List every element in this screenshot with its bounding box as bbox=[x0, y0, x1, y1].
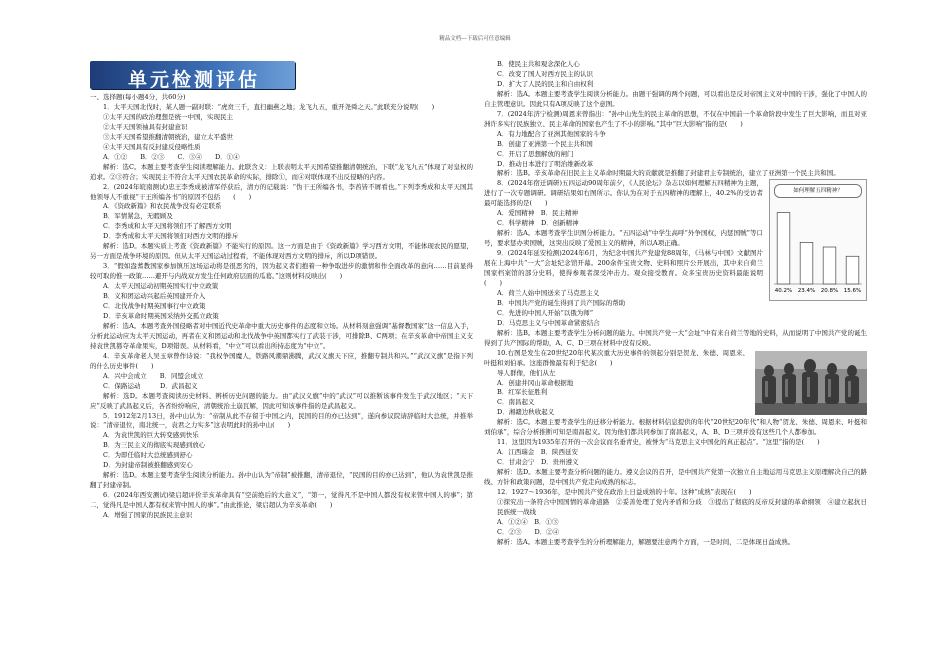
left-column-line: D．李秀成和太平天国将领们对西方文明的排斥 bbox=[103, 232, 239, 241]
right-column-bottom-line: A．①②④ B．①③ bbox=[497, 517, 559, 526]
right-column-mid-line: 解析：选B。本题主要考查学生分析问题的能力。中国共产党一大“会址”中有来自荷兰等地的史料，从而说明了中国共产党的诞生得到了共产国际的帮助，A、C、D三项在材料中没有反映。 bbox=[484, 328, 867, 347]
left-column-line: B．义和团运动兴起后英国建开介入 bbox=[103, 292, 206, 301]
left-column-line: 5．1912年2月13日，孙中山认为：“帝制从此不存留于中国之内，民国的目的亦已达到”，遂向参议院请辞临时大总统，并推举说：“清帝退位，南北统一，袁君之力实多”这表明此时的孙中山( ) bbox=[90, 411, 473, 430]
q10-option-a: A．创建井冈山革命根据地 bbox=[497, 378, 574, 387]
left-column-line: A．太平天国运动初期英国实行中立政策 bbox=[103, 282, 219, 291]
left-column-line: ③太平天国希望推翻清朝统治，建立太平盛世 bbox=[103, 132, 233, 141]
left-column-line: 3．“假如盎蓍教国家参加镇压这场运动将是很恶劣的，因为起义者们抱着一种争取进步的激情和作全面改革的意向……目前显得较可取的惟一政策……避开与内战双方发生任何政府层面的瓜葛。”这则材料反映出( ) bbox=[90, 262, 473, 281]
right-column-mid-line: 9．(2024年延安检测)2024年6月，为纪念中国共产党建党88周年，《马林与中国》文献图片展在上海中共“一大”会址纪念馆开幕。200余件宝贵文物、史料和照片公开展出，其中来自荷兰国家档案馆的部分史料，使得参观者深受冲击力。观众接受教育。众多宝贵历史资料最能说明( ) bbox=[484, 249, 763, 287]
left-column-line: B．军情紧急，无暇顾及 bbox=[103, 212, 173, 221]
right-column-top-line: D．扩大了人民的民主和自由权利 bbox=[497, 79, 594, 88]
left-column-line: A．①② B．②③ C．③④ D．①④ bbox=[103, 152, 240, 161]
right-column-top-line: C．改变了国人对西方民主的认识 bbox=[497, 69, 593, 78]
left-column-line: ①太平天国的政治理想是统一中国，实现民主 bbox=[103, 112, 233, 121]
left-column-line: A．兴中会成立 B．同盟会成立 bbox=[103, 371, 204, 380]
question-10 bbox=[484, 349, 867, 439]
chart-bar bbox=[823, 247, 836, 284]
q10-option-b: B．红军长征胜利 bbox=[497, 388, 548, 397]
right-column-top-line: C．开启了思想解放的闸门 bbox=[497, 149, 574, 158]
left-column-line: 1．太平天国北伐时，某人题一副对联：“虎贲三千，直扫幽燕之地；龙飞九五，重开尧舜之天。”此联充分说明( ) bbox=[103, 102, 435, 111]
right-column-bottom-line: 解析：选A。本题主要考查学生的分析理解能力，解题要注意两个方面，一是时间，二是体现日益成熟。 bbox=[497, 537, 795, 546]
chart-value-label: 20.8% bbox=[820, 288, 839, 295]
chart-value-label: 40.2% bbox=[774, 288, 793, 295]
right-column-mid-line: D．马克思主义与中国革命紧密结合 bbox=[497, 318, 600, 327]
right-column-bottom-line: A．江西瑞金 B．陕西延安 bbox=[497, 448, 578, 457]
left-column-line: 4．辛亥革命老人吴玉章曾作诗说：“我权争国魔人，铁路风潮鼎沸腾，武汉义旗天下应，推翻专制共和兴。”“武汉义旗”是指下列的什么历史事件( ) bbox=[90, 351, 473, 370]
chart-bar bbox=[800, 243, 813, 285]
left-column-line: D．为封建帝制被推翻感到安心 bbox=[103, 461, 193, 470]
left-column-line: 解析：选A。本题考查外国侵略者对中国近代史革命中重大历史事件的态度和立场。从材料刻意强调“基督教国家”这一信息入手，分析此运动应为太平天国运动，再者在义和团运动和北伐战争中英国都实行了武装干涉，可排除B、C两项；在辛亥革命中帝国主义支持袁世凯篡夺革命果实，D项错误。从材料看，“中立”可以看出所持态度为“中立”。 bbox=[90, 321, 473, 350]
left-column-line: 解析：选C。本题主要考查学生阅读理解能力。此联含义：上联表明太平天国希望推翻清朝统治，下联“龙飞九五”体现了对皇权的追求。②③符合；实现民主不符合太平天国农民革命的实际，排除①，而④对联体现不出反侵略的内容。 bbox=[90, 162, 473, 181]
right-column-bottom-line: 11．这里因为1935年召开的一次会议而名垂青史，被誉为“马克思主义中国化的真正起点”。“这里”指的是( ) bbox=[497, 438, 820, 447]
right-column-bottom-line: ①探究出一条符合中国国情的革命道路 ②妥善处理了党内矛盾和分歧 ③提出了彻底的反帝反封建的革命纲领 ④建立起抗日民族统一战线 bbox=[497, 497, 867, 516]
left-column-line: ②太平天国领袖具有封建意识 bbox=[103, 122, 188, 131]
q10-explanation: 解析：选C。本题主要考查学生的迁移分析能力。根据材料信息提供的年代“20世纪20年代”和人物“贺龙、朱德、周恩来、叶挺和刘伯承”，综合分析推断可知是南昌起义。因为他们都共同参加了南昌起义，A、B、D三项并没有这些几个人都参加。 bbox=[484, 418, 867, 437]
left-column-line: A．增强了国家的民族民主意识 bbox=[103, 511, 193, 520]
left-column-line: 一、选择题(每小题4分，共60分) bbox=[90, 93, 186, 101]
right-column-top-line: A．有力地配合了亚洲其他国家的斗争 bbox=[497, 129, 606, 138]
left-column-line: 解析：选D。本题考查阅读历史材料、辨析历史问题的能力。由“武汉义旗”中的“武汉”可以推断该事件发生于武汉地区；“天下应”反映了武昌起义后，各省纷纷响应，清朝统治土崩瓦解，因此可知该事件指的是武昌起义。 bbox=[90, 391, 473, 410]
right-column-top-line: 7．(2024年济宁检测)周恩来曾指出：“孙中山先生的民主革命的思想，不仅在中国前一个革命阶段中发生了巨大影响，而且对亚洲许多实行民族独立、民主革命的国家也产生了不小的影响。”其中“巨大影响”指的是( ) bbox=[484, 109, 867, 128]
survey-chart bbox=[769, 179, 867, 301]
chart-bar bbox=[777, 213, 790, 284]
left-column-line: C．保路运动 D．武昌起义 bbox=[103, 381, 198, 390]
q8-option-2: C．科学精神 D．创新精神 bbox=[497, 219, 579, 228]
statue-photo bbox=[755, 351, 867, 415]
q8-explanation: 解析：选A。本题考查学生识图分析能力。“五四运动”中学生高呼“外争国权，内惩国贼”等口号，要求惩办卖国贼，这突出反映了爱国主义的精神，所以A项正确。 bbox=[484, 229, 763, 248]
right-column-bottom-line: C．②③ D．②④ bbox=[497, 527, 560, 536]
left-column bbox=[90, 93, 473, 521]
header-note: 精品文档---下载后可任意编辑 bbox=[439, 36, 511, 42]
section-banner bbox=[90, 61, 295, 89]
q10-option-d: D．湘赣边秋收起义 bbox=[497, 408, 555, 417]
right-column bbox=[484, 60, 867, 548]
q8-option-1: A．爱国精神 B．民主精神 bbox=[497, 209, 578, 218]
q10-text: 10.右图是发生在20世纪20年代某次重大历史事件的领起分别是贺龙、朱德、周恩来、叶挺和刘伯承。这座群像最有利于纪念( ) bbox=[484, 348, 749, 367]
right-column-top-line: 解析：选B。辛亥革命在旧民主主义革命时期最大的贡献就是推翻了封建君主专制统治，建立了亚洲第一个民主共和国。 bbox=[497, 169, 840, 178]
chart-title: 如何理解五四精神？ bbox=[774, 184, 862, 198]
left-column-line: ④太平天国具有反封建反侵略性质 bbox=[103, 142, 201, 151]
banner-title: 单元检测评估 bbox=[128, 69, 261, 91]
left-column-line: 解析：选D。本题实质上考查《资政新篇》不能实行的原因。这一方面是由于《资政新篇》学习西方文明，不能体现农民的愿望，另一方面是战争环境的原因。但从太平天国运动过程看，不能体现对西方文明的排斥，所以D项错误。 bbox=[90, 242, 473, 261]
right-column-top-line: D．推动日本进行了明治维新改革 bbox=[497, 159, 594, 168]
q8-text: 8．(2024年宿迁调研)五四运动90周年前夕，《人民论坛》杂志以如何理解五四精神为主题，进行了一次专题调研。调研结果如右图所示。你认为在对于五四精神的理解上，40.2%的受访者最可能选择的是( ) bbox=[484, 179, 763, 208]
right-column-bottom bbox=[484, 438, 867, 547]
right-column-top bbox=[484, 60, 867, 179]
left-column-line: C．为即任临时大总统感到舒心 bbox=[103, 451, 193, 460]
right-column-mid-line: A．荷兰人始中国送来了马克思主义 bbox=[497, 288, 600, 297]
chart-value-label: 15.6% bbox=[843, 288, 862, 295]
q10-text-extra: 导人群像，他们从左 bbox=[497, 368, 556, 377]
right-column-top-line: B．创建了亚洲第一个民主共和国 bbox=[497, 139, 593, 148]
right-column-mid-line: C．先进的中国人开始“以俄为师” bbox=[497, 308, 594, 317]
right-column-bottom-line: 解析：选D。本题主要考查分析问题的能力。遵义会议的召开，是中国共产党第一次独立自主地运用马克思主义原理解决自己的路线、方针和政策问题，是中国共产党走向成熟的标志。 bbox=[484, 468, 867, 487]
right-column-bottom-line: 12．1927～1936年，是中国共产党在政治上日益成熟的十年。这种“成熟”表现在( ) bbox=[497, 487, 752, 496]
left-column-line: 6．(2024年西安测试)梁启超评价辛亥革命具有“空前绝后的大意义”，“第一，觉得凡不是中国人都没有权来管中国人的事”；第二，觉得凡是中国人都有权来管中国人的事”。”由此推论，梁启超认为辛亥革命( ) bbox=[90, 491, 473, 510]
statue-group-image bbox=[755, 351, 867, 415]
q10-option-c: C．南昌起义 bbox=[497, 398, 535, 407]
left-column-line: A．《资政新篇》和农民战争没有必定联系 bbox=[103, 202, 222, 211]
left-column-line: 解析：选D。本题主要考查学生阅读分析能力。孙中山认为“帝制”被推翻，清帝退位，“民国的目的亦已达到”，他认为袁世凯是推翻了封建帝制。 bbox=[90, 471, 473, 490]
bar-chart bbox=[772, 200, 864, 296]
chart-value-label: 23.4% bbox=[797, 288, 816, 295]
right-column-top-line: 解析：选A。本题主要考查学生阅读分析能力。由题干强调的两个问题，可以看出是反对帝国主义对中国的干涉，强化了中国人的自主管理意识。因此只有A项反映了这个意图。 bbox=[484, 89, 867, 108]
left-column-line: D．辛亥革命时期英国采纳外交孤立政策 bbox=[103, 311, 219, 320]
right-column-bottom-line: C．甘肃会宁 D．贵州遵义 bbox=[497, 458, 579, 467]
left-column-line: B．为三民主义的彻底实现感到放心 bbox=[103, 441, 206, 450]
left-column-line: 2．(2024年皖南测试)忠王李秀成被清军俘获后，清方的记载说：“伪干王所编各书，李酋皆不屑看也。”下列李秀成和太平天国其他领导人不重视“干王所编各书”的原因不包括 ( ) bbox=[90, 182, 473, 201]
left-column-line: C．北伐战争时期英国事行中立政策 bbox=[103, 302, 206, 311]
right-column-top-line: B．使民主共和观念深化人心 bbox=[497, 60, 580, 68]
right-column-mid-line: B．中国共产党的诞生得到了共产国际的帮助 bbox=[497, 298, 626, 307]
left-column-line: A．为袁世凯的巨大转变感到快乐 bbox=[103, 431, 199, 440]
left-column-line: C．李秀成和太平天国将领们不了解西方文明 bbox=[103, 222, 232, 231]
chart-bar bbox=[846, 257, 859, 285]
